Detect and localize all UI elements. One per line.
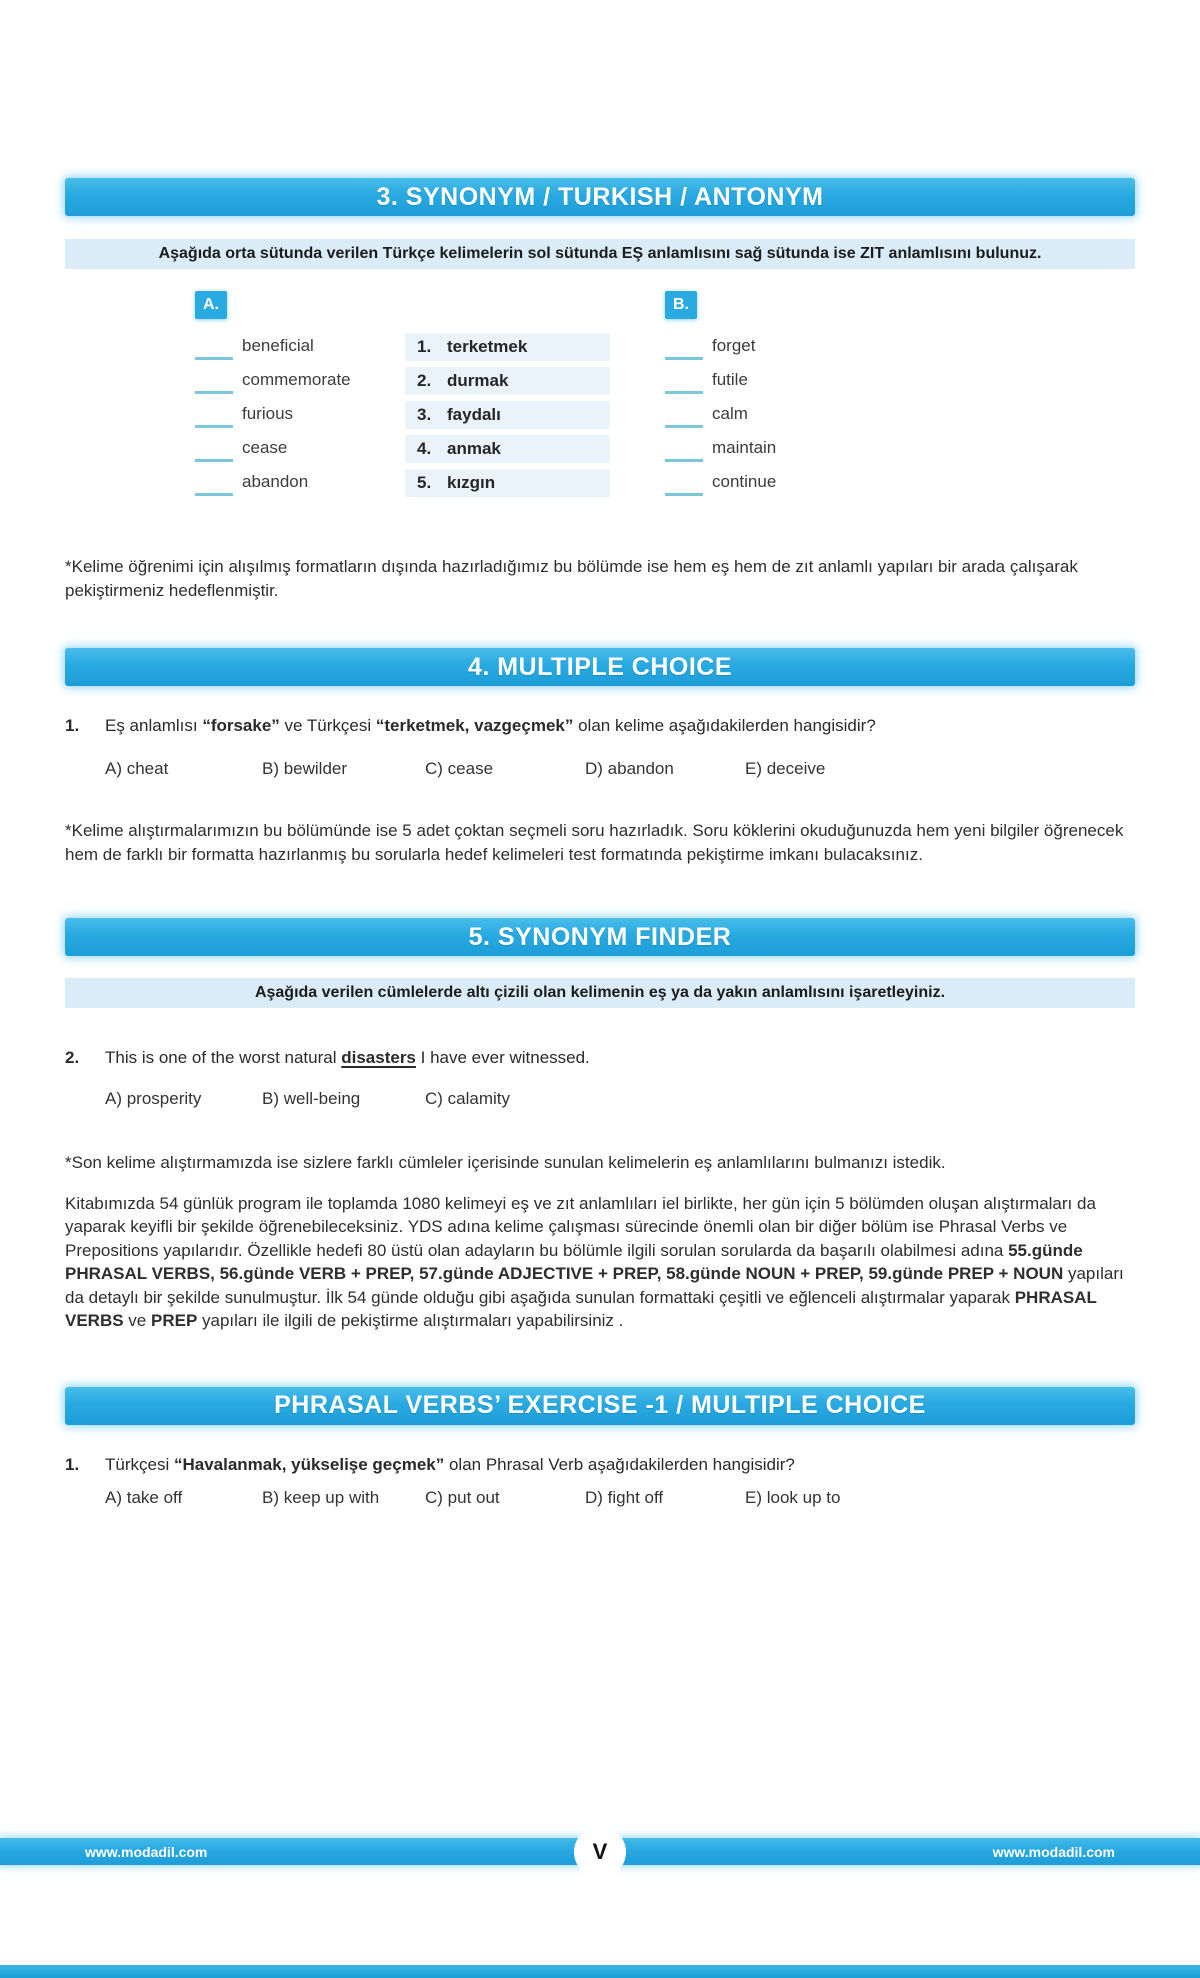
- list-item: [195, 465, 405, 499]
- option-a: A) take off: [105, 1487, 183, 1507]
- underlined-word: disasters: [341, 1048, 416, 1067]
- instruction-bar-synonym-finder: [65, 978, 1135, 1008]
- answer-blank: [665, 493, 703, 496]
- answer-blank: [195, 493, 233, 496]
- instruction-bar-matching: [65, 239, 1135, 269]
- question-multiple-choice-1: [65, 714, 1135, 737]
- list-item: [665, 329, 865, 363]
- option-a: A) cheat: [105, 759, 169, 778]
- question-synonym-finder-2: [65, 1046, 1135, 1069]
- turkish-item: [405, 435, 610, 463]
- options-row: [105, 1089, 1135, 1109]
- question-number: 1.: [65, 1454, 80, 1474]
- answer-blank: [665, 459, 703, 462]
- turkish-item: [405, 367, 610, 395]
- answer-blank: [195, 425, 233, 428]
- item-number: 4.: [417, 439, 432, 458]
- antonym-column: [665, 291, 865, 503]
- answer-blank: [665, 425, 703, 428]
- antonym-word: calm: [712, 404, 748, 423]
- synonym-word: cease: [242, 438, 288, 457]
- program-info-paragraph: Kitabımızda 54 günlük program ile toplamda 1080 kelimeyi eş ve zıt anlamlıları iel birlikte, her gün için 5 bölümden oluşan alıştırmaları da yaparak keyifli bir şekilde öğrenebileceksiniz. YDS adına kelime çalışması sürecinde önemli olan bir diğer bölüm ise Phrasal Verbs ve Prepositions yapılarıdır. Özellikle hedefi 80 üstü olan adayların bu bölümle ilgili sorulan sorularda da başarılı olabilmesi adına 55.günde PHRASAL VERBS, 56.günde VERB + PREP, 57.günde ADJECTIVE + PREP, 58.günde NOUN + PREP, 59.günde PREP + NOUN yapıları da detaylı bir şekilde sunulmuştur. İlk 54 günde olduğu gibi aşağıda sunulan formattaki çeşitli ve eğlenceli alıştırmalar yaparak PHRASAL VERBS ve PREP yapıları ile ilgili de pekiştirme alıştırmaları yapabilirsiniz .: [65, 1193, 1124, 1330]
- instruction-text: Aşağıda orta sütunda verilen Türkçe kelimelerin sol sütunda EŞ anlamlısını sağ sütunda ise ZIT anlamlısını bulunuz.: [158, 245, 1042, 262]
- option-a: A) prosperity: [105, 1089, 202, 1108]
- option-e: E) look up to: [745, 1487, 841, 1507]
- list-item: [665, 363, 865, 397]
- column-a-badge: [195, 291, 227, 319]
- item-number: 3.: [417, 405, 432, 424]
- turkish-item: [405, 469, 610, 497]
- section-banner-synonym-turkish-antonym: [65, 178, 1135, 216]
- option-b: B) keep up with: [262, 1487, 380, 1507]
- answer-blank: [195, 391, 233, 394]
- antonym-word: futile: [712, 370, 748, 389]
- list-item: [665, 397, 865, 431]
- synonym-word: commemorate: [242, 370, 351, 389]
- turkish-word: faydalı: [447, 405, 501, 424]
- option-c: C) put out: [425, 1487, 500, 1507]
- column-b-label: B.: [673, 296, 689, 313]
- answer-blank: [665, 357, 703, 360]
- list-item: [195, 329, 405, 363]
- section-note: *Son kelime alıştırmamızda ise sizlere farklı cümleler içerisinde sunulan kelimelerin eş anlamlılarını bulmanızı istedik.: [65, 1153, 946, 1172]
- option-e: E) deceive: [745, 759, 826, 778]
- option-c: C) cease: [425, 759, 494, 778]
- section-banner-phrasal-verbs: [65, 1387, 1135, 1425]
- antonym-word: forget: [712, 336, 756, 355]
- question-text: This is one of the worst natural disasters I have ever witnessed.: [105, 1048, 590, 1067]
- answer-blank: [195, 357, 233, 360]
- instruction-text: Aşağıda verilen cümlelerde altı çizili olan kelimenin eş ya da yakın anlamlısını işaretleyiniz.: [254, 984, 946, 1001]
- item-number: 5.: [417, 473, 432, 492]
- section-banner-synonym-finder: [65, 918, 1135, 956]
- section-title: 5. SYNONYM FINDER: [468, 922, 732, 951]
- option-d: D) abandon: [585, 759, 674, 778]
- synonym-word: beneficial: [242, 336, 314, 355]
- turkish-item: [405, 401, 610, 429]
- item-number: 1.: [417, 337, 432, 356]
- page-footer: [0, 1838, 1200, 1865]
- answer-blank: [665, 391, 703, 394]
- synonym-word: abandon: [242, 472, 309, 491]
- question-text: Eş anlamlısı “forsake” ve Türkçesi “terketmek, vazgeçmek” olan kelime aşağıdakilerden hangisidir?: [105, 716, 876, 735]
- section-banner-multiple-choice: [65, 648, 1135, 686]
- turkish-word: anmak: [447, 439, 501, 458]
- options-row: [105, 759, 1135, 779]
- option-d: D) fight off: [585, 1487, 664, 1507]
- column-a-label: A.: [203, 296, 219, 313]
- list-item: [195, 363, 405, 397]
- column-b-badge: [665, 291, 697, 319]
- turkish-word: kızgın: [447, 473, 496, 492]
- answer-blank: [195, 459, 233, 462]
- synonym-word: furious: [242, 404, 294, 423]
- section-title: 4. MULTIPLE CHOICE: [467, 652, 733, 681]
- option-b: B) bewilder: [262, 759, 348, 778]
- list-item: [665, 465, 865, 499]
- item-number: 2.: [417, 371, 432, 390]
- section-title: PHRASAL VERBS’ EXERCISE -1 / MULTIPLE CHOICE: [274, 1391, 926, 1419]
- page-content: [0, 178, 1200, 1508]
- footer-site-right: www.modadil.com: [992, 1843, 1115, 1860]
- turkish-item: [405, 333, 610, 361]
- options-row: [105, 1488, 1135, 1508]
- page-number: V: [592, 1838, 608, 1864]
- question-number: 1.: [65, 716, 80, 735]
- footer-site-left: www.modadil.com: [85, 1843, 208, 1860]
- turkish-word: durmak: [447, 371, 509, 390]
- option-b: B) well-being: [262, 1089, 361, 1108]
- question-number: 2.: [65, 1048, 80, 1067]
- section-note: *Kelime öğrenimi için alışılmış formatların dışında hazırladığımız bu bölümde ise hem eş hem de zıt anlamlı yapıları bir arada çalışarak pekiştirmeniz hedeflenmiştir.: [65, 557, 1078, 600]
- column-gap: [610, 291, 665, 503]
- section-title: 3. SYNONYM / TURKISH / ANTONYM: [376, 182, 824, 211]
- turkish-word: terketmek: [447, 337, 528, 356]
- antonym-word: maintain: [712, 438, 777, 457]
- matching-exercise: [195, 291, 1135, 503]
- section-note: *Kelime alıştırmalarımızın bu bölümünde ise 5 adet çoktan seçmeli soru hazırladık. Soru köklerini okuduğunuzda hem yeni bilgiler öğrenecek hem de farklı bir formatta hazırlanmış bu sorularla hedef kelimeleri test formatında pekiştirme imkanı bulacaksınız.: [65, 821, 1124, 864]
- option-c: C) calamity: [425, 1089, 511, 1108]
- question-text: Türkçesi “Havalanmak, yükselişe geçmek” olan Phrasal Verb aşağıdakilerden hangisidir?: [105, 1454, 795, 1474]
- list-item: [195, 397, 405, 431]
- bottom-accent-strip: [0, 1965, 1200, 1978]
- list-item: [195, 431, 405, 465]
- turkish-column: [405, 333, 610, 503]
- question-phrasal-1: [65, 1453, 1135, 1476]
- page-number-circle: [574, 1826, 626, 1878]
- list-item: [665, 431, 865, 465]
- antonym-word: continue: [712, 472, 777, 491]
- synonym-column: [195, 291, 405, 503]
